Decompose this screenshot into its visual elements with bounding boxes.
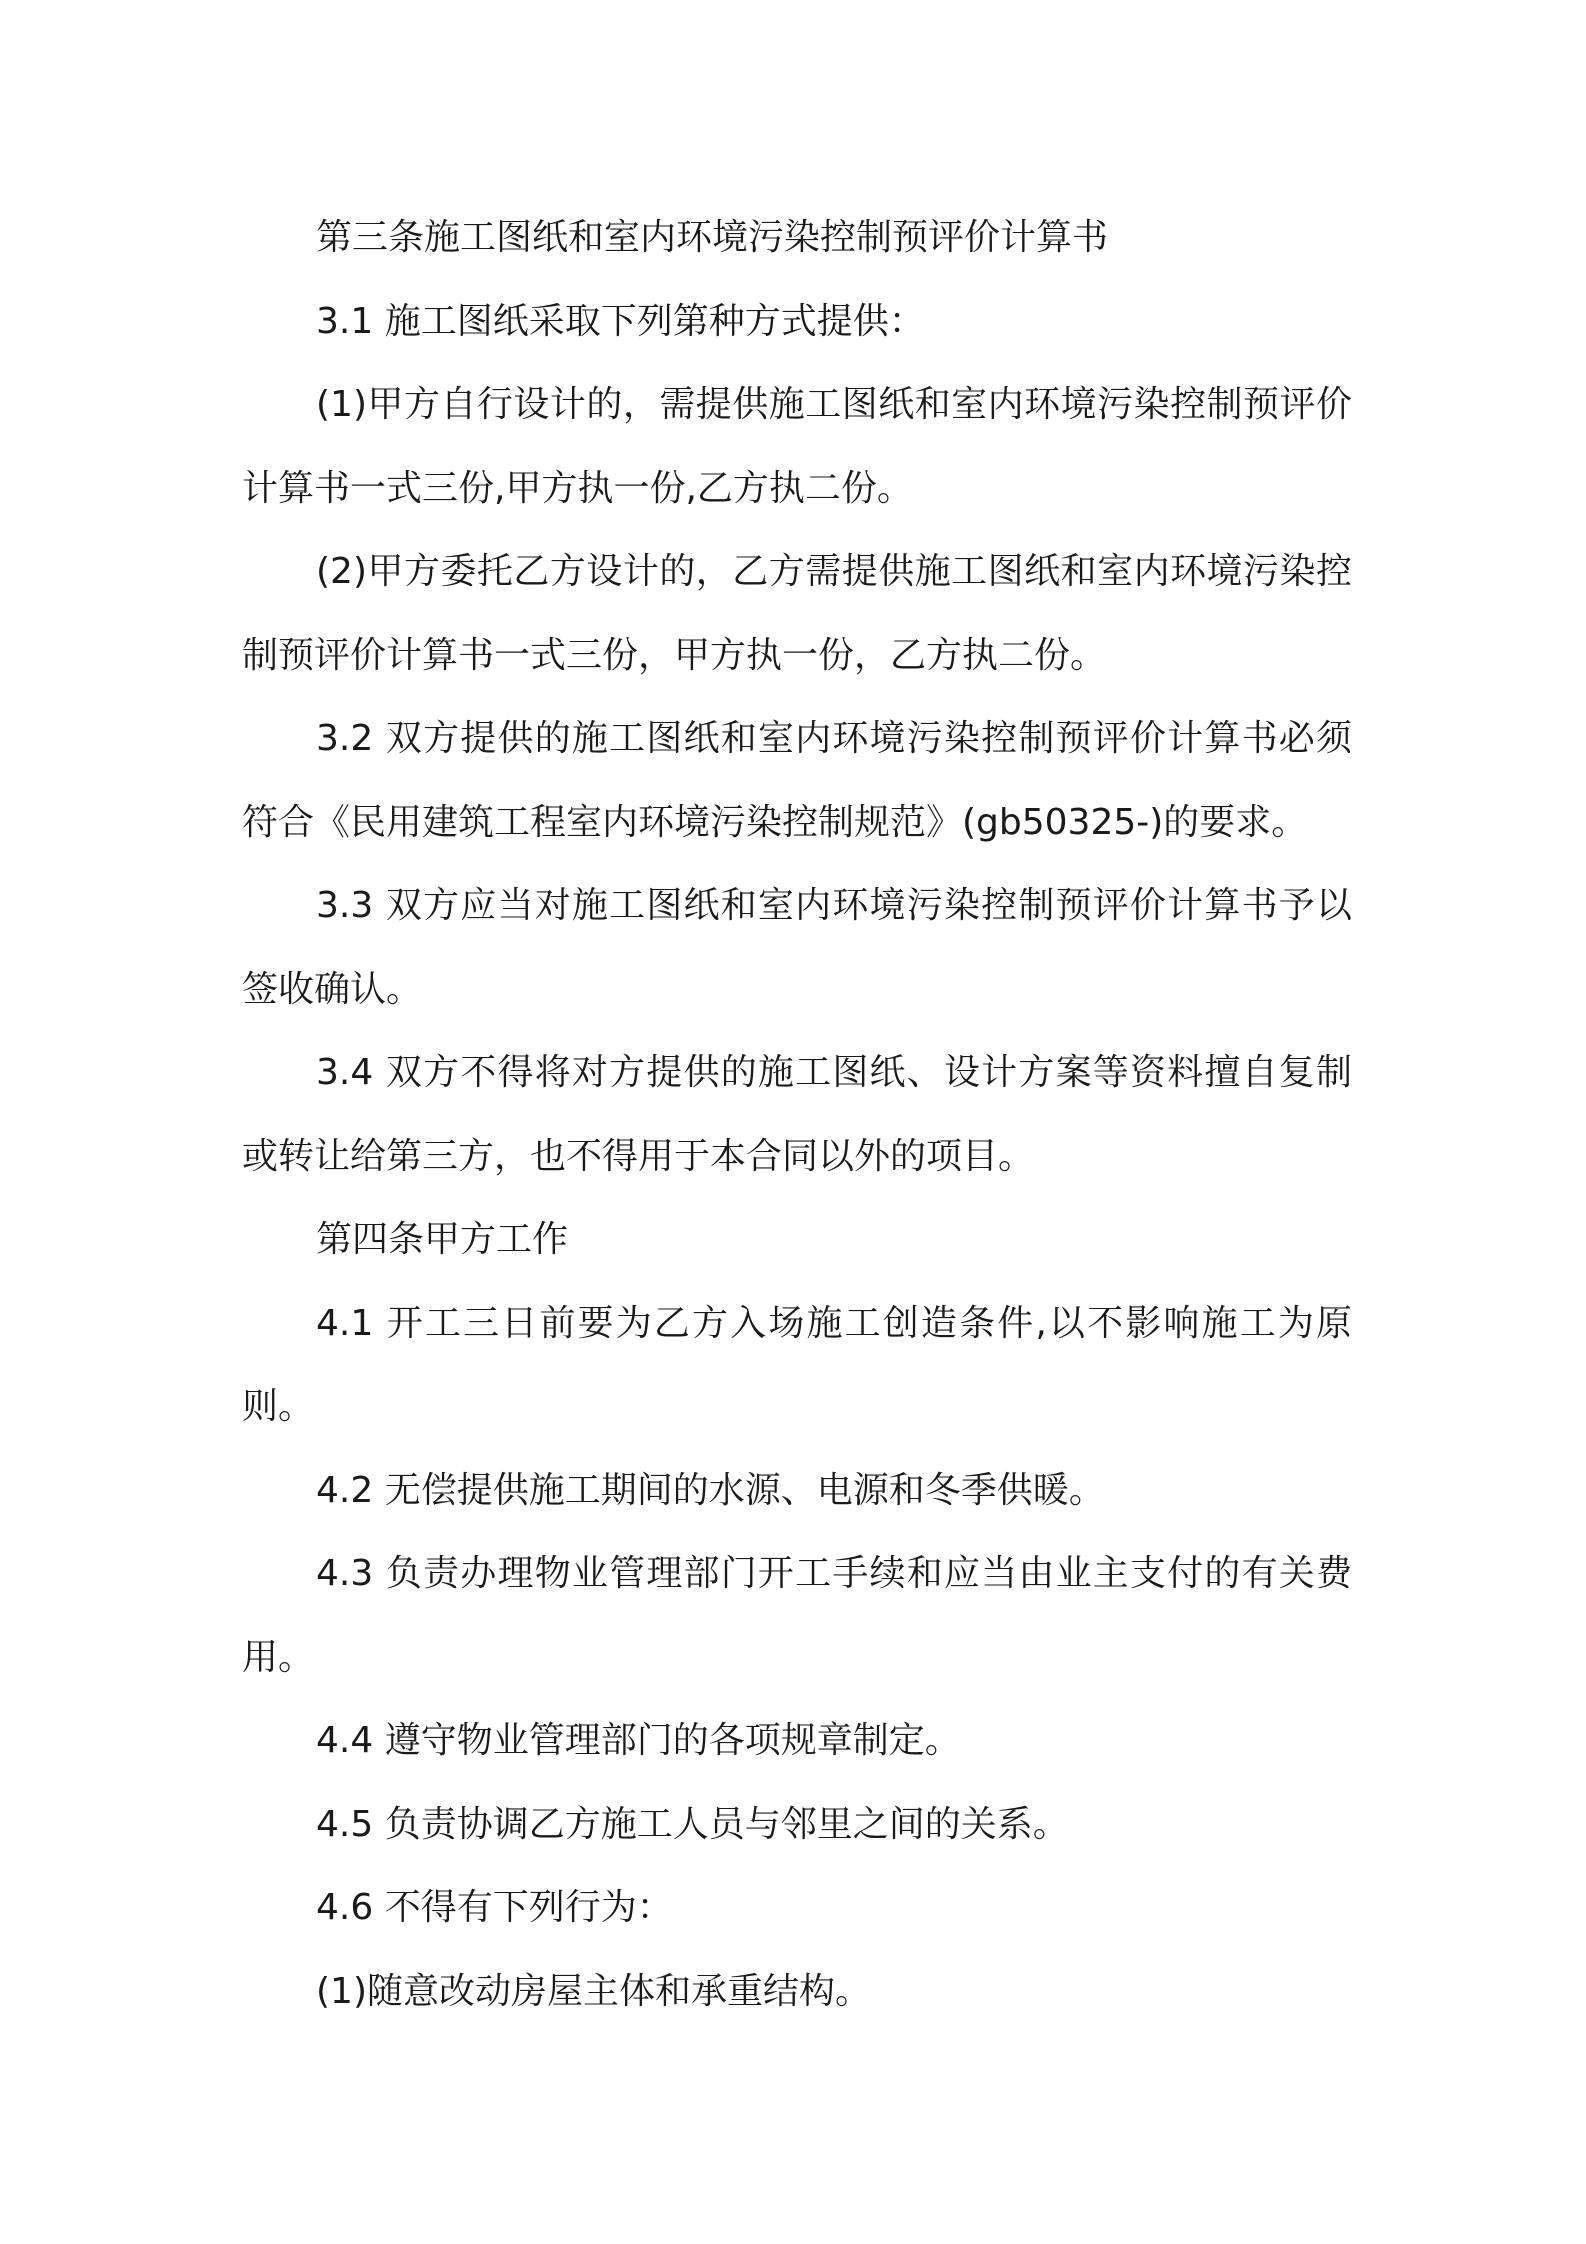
- clause-4-2: 4.2 无偿提供施工期间的水源、电源和冬季供暖。: [316, 1469, 1105, 1511]
- article-4-heading: 第四条甲方工作: [316, 1219, 569, 1260]
- clause-4-5: 4.5 负责协调乙方施工人员与邻里之间的关系。: [316, 1803, 1069, 1845]
- clause-3-1: 3.1 施工图纸采取下列第种方式提供：: [316, 300, 925, 342]
- clause-3-3: 3.3 双方应当对施工图纸和室内环境污染控制预评价计算书予以签收确认。: [242, 885, 1352, 1010]
- clause-3-2: 3.2 双方提供的施工图纸和室内环境污染控制预评价计算书必须符合《民用建筑工程室内环境污染控制规范》(gb50325-)的要求。: [242, 718, 1352, 843]
- clause-4-1: 4.1 开工三日前要为乙方入场施工创造条件,以不影响施工为原则。: [242, 1302, 1352, 1427]
- clause-4-3: 4.3 负责办理物业管理部门开工手续和应当由业主支付的有关费用。: [242, 1553, 1352, 1678]
- clause-3-4: 3.4 双方不得将对方提供的施工图纸、设计方案等资料擅自复制或转让给第三方，也不得用于本合同以外的项目。: [242, 1052, 1352, 1177]
- clause-4-6: 4.6 不得有下列行为：: [316, 1887, 673, 1928]
- document-body: [242, 196, 1352, 2033]
- clause-4-6-item-1: (1)随意改动房屋主体和承重结构。: [316, 1970, 871, 2012]
- clause-4-4: 4.4 遵守物业管理部门的各项规章制定。: [316, 1720, 961, 1761]
- clause-3-1-item-1: (1)甲方自行设计的，需提供施工图纸和室内环境污染控制预评价计算书一式三份,甲方执一份,乙方执二份。: [242, 384, 1352, 509]
- article-3-heading: 第三条施工图纸和室内环境污染控制预评价计算书: [316, 217, 1109, 258]
- clause-3-1-item-2: (2)甲方委托乙方设计的，乙方需提供施工图纸和室内环境污染控制预评价计算书一式三份，甲方执一份，乙方执二份。: [242, 551, 1352, 676]
